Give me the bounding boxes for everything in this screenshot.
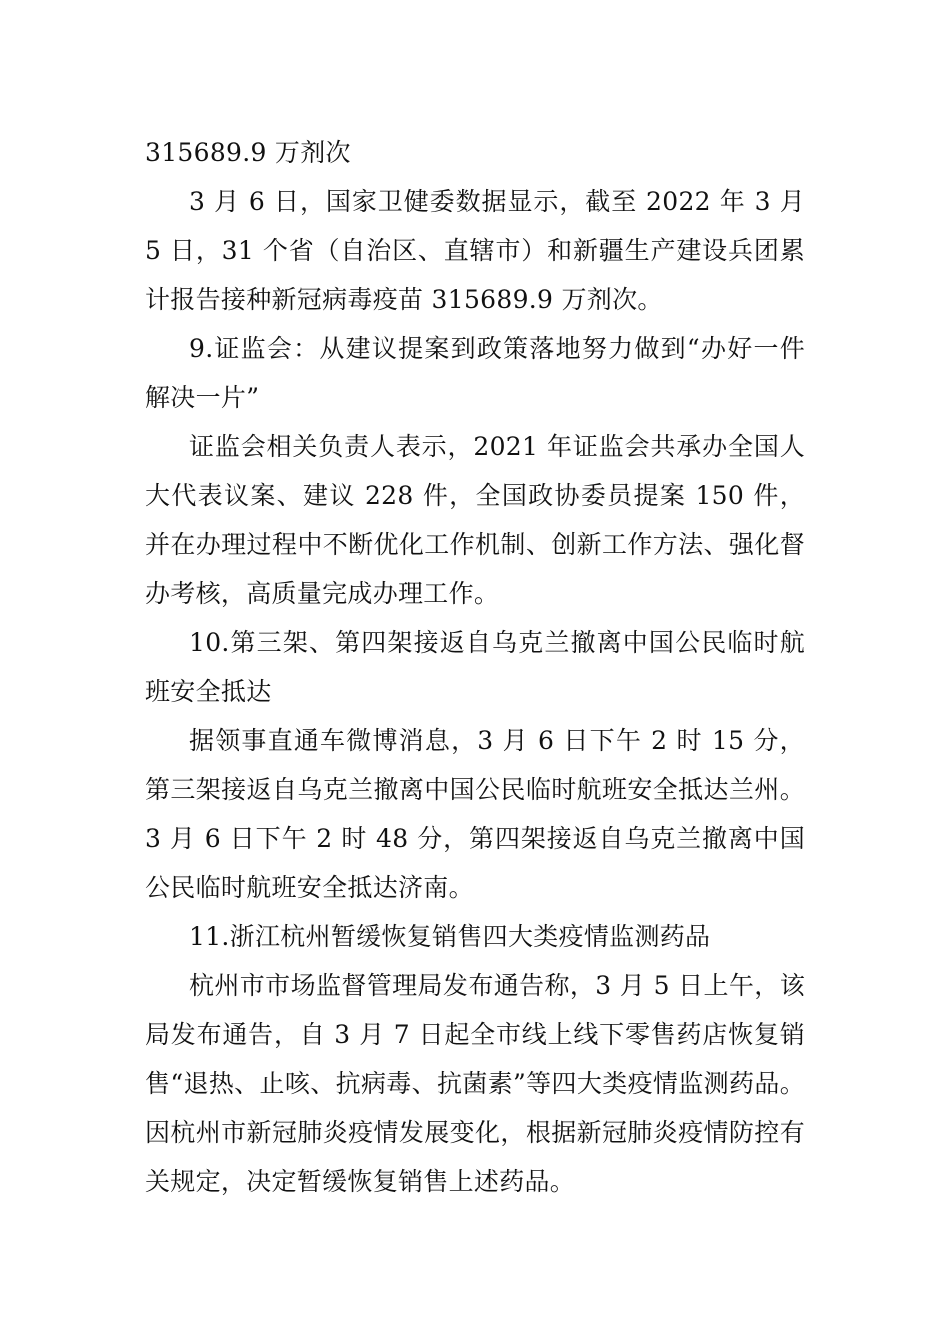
- section-heading-11: 11.浙江杭州暂缓恢复销售四大类疫情监测药品: [189, 922, 711, 951]
- ukraine-flights-paragraph: 据领事直通车微博消息，3 月 6 日下午 2 时 15 分，第三架接返自乌克兰撤离中国公民临时航班安全抵达兰州。3 月 6 日下午 2 时 48 分，第四架接返自乌克兰撤离中国公民临时航班安全抵达济南。: [145, 726, 805, 902]
- vaccine-count-continuation: 315689.9 万剂次: [145, 138, 351, 167]
- document-body: [145, 128, 805, 1206]
- csrc-paragraph: 证监会相关负责人表示，2021 年证监会共承办全国人大代表议案、建议 228 件，全国政协委员提案 150 件，并在办理过程中不断优化工作机制、创新工作方法、强化督办考核，高质量完成办理工作。: [145, 432, 805, 608]
- hangzhou-medicine-paragraph: 杭州市市场监督管理局发布通告称，3 月 5 日上午，该局发布通告，自 3 月 7 日起全市线上线下零售药店恢复销售“退热、止咳、抗病毒、抗菌素”等四大类疫情监测药品。因杭州市新冠肺炎疫情发展变化，根据新冠肺炎疫情防控有关规定，决定暂缓恢复销售上述药品。: [145, 971, 805, 1196]
- section-heading-9: 9.证监会：从建议提案到政策落地努力做到“办好一件解决一片”: [145, 334, 805, 412]
- vaccine-paragraph: 3 月 6 日，国家卫健委数据显示，截至 2022 年 3 月 5 日，31 个省（自治区、直辖市）和新疆生产建设兵团累计报告接种新冠病毒疫苗 315689.9 万剂次。: [145, 187, 805, 314]
- section-heading-10: 10.第三架、第四架接返自乌克兰撤离中国公民临时航班安全抵达: [145, 628, 805, 706]
